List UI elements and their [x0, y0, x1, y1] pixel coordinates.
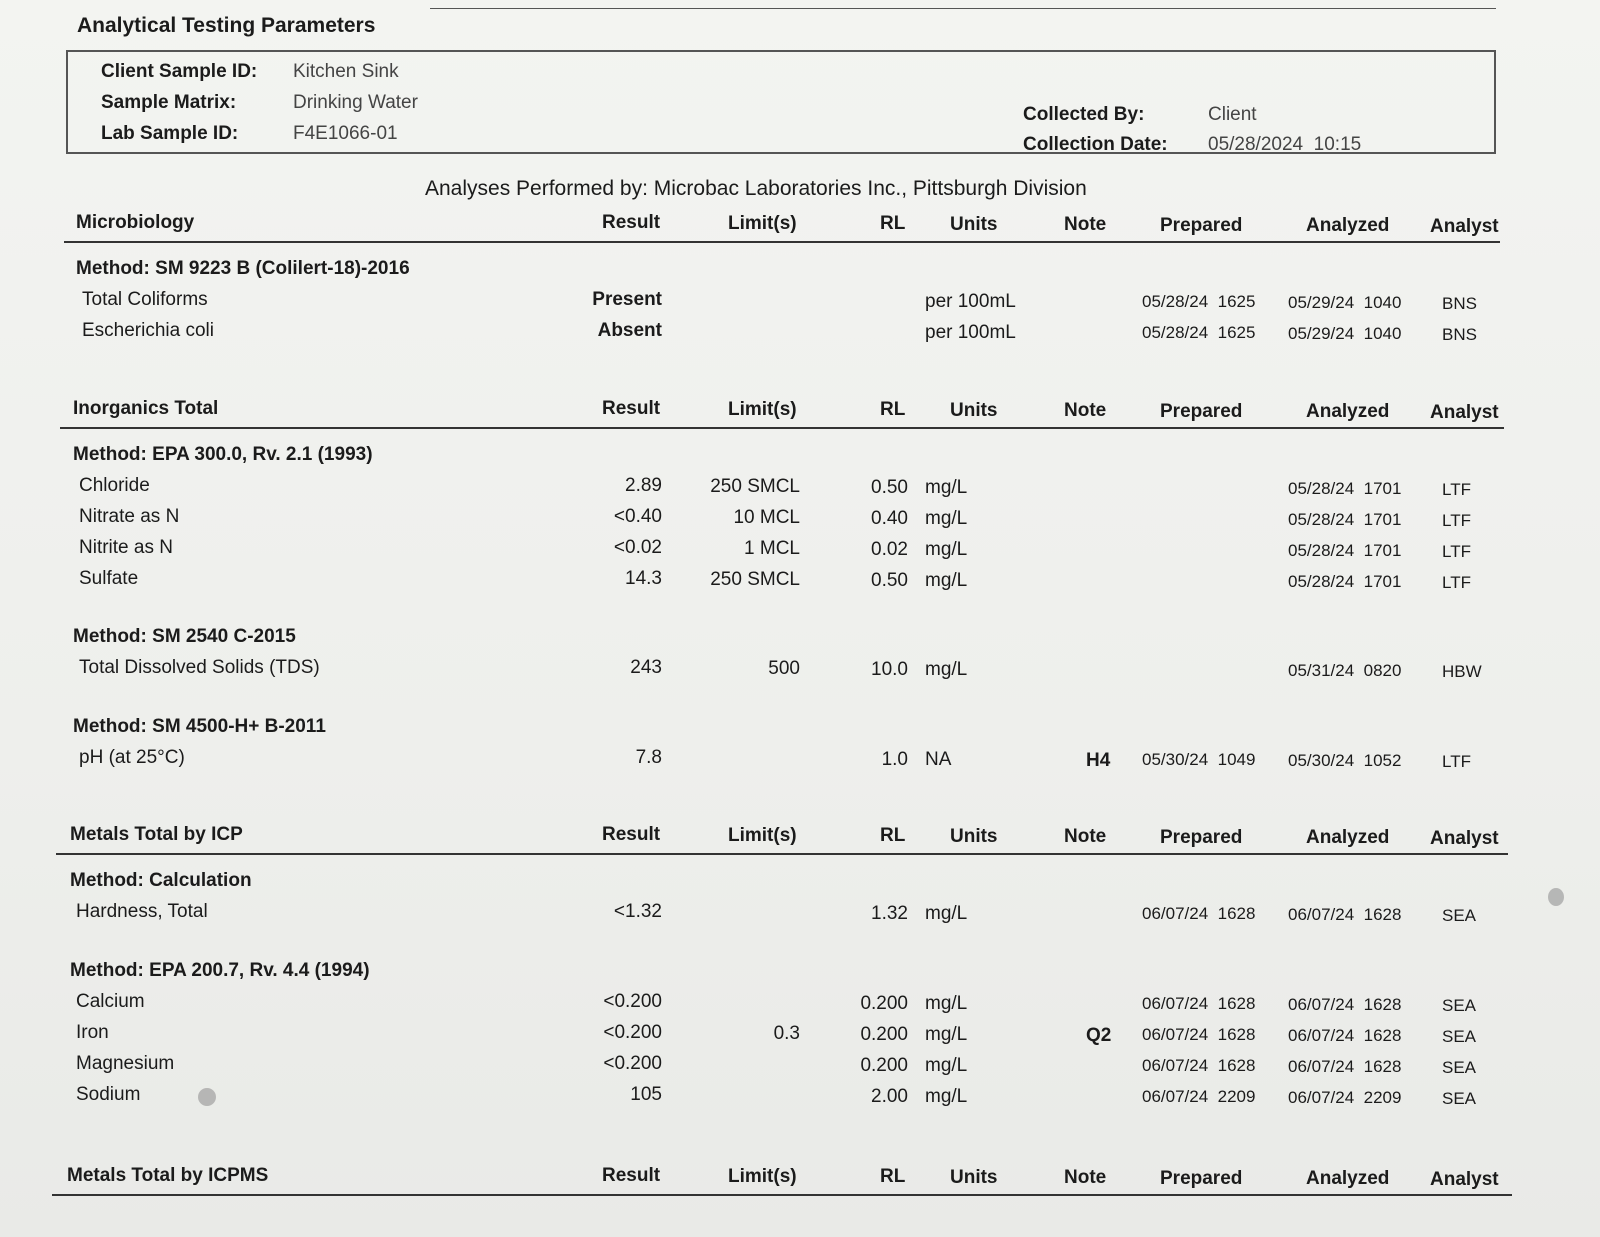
cell-note: Q2 — [1086, 1025, 1112, 1046]
cell-rl: 0.02 — [871, 539, 908, 560]
cell-analyst: SEA — [1442, 906, 1477, 925]
cell-analyte: Nitrite as N — [79, 537, 173, 558]
table-row — [0, 287, 1600, 317]
table-row — [0, 1051, 1600, 1081]
cell-analyst: SEA — [1442, 1027, 1477, 1046]
sample-matrix-label: Sample Matrix: — [101, 92, 237, 113]
cell-prepared: 06/07/24 1628 — [1142, 904, 1256, 923]
cell-limits: 1 MCL — [744, 538, 800, 559]
cell-result: <0.40 — [613, 506, 662, 527]
cell-rl: 1.32 — [871, 903, 908, 924]
column-header-analyst: Analyst — [1430, 402, 1499, 423]
cell-result: <0.02 — [613, 537, 662, 558]
table-row — [0, 745, 1600, 775]
cell-analyte: Hardness, Total — [76, 901, 208, 922]
section-rule — [52, 1194, 1512, 1196]
section-header — [0, 396, 1600, 436]
page-title: Analytical Testing Parameters — [77, 14, 376, 37]
column-header-limits: Limit(s) — [728, 213, 797, 234]
column-header-units: Units — [950, 400, 998, 421]
section-header — [0, 822, 1600, 862]
cell-note: H4 — [1086, 750, 1111, 771]
cell-limits: 250 SMCL — [710, 569, 800, 590]
cell-analyte: Total Coliforms — [82, 289, 208, 310]
column-header-analyzed: Analyzed — [1306, 215, 1390, 236]
cell-analyte: Magnesium — [76, 1053, 175, 1074]
cell-limits: 0.3 — [773, 1023, 800, 1044]
cell-result: 14.3 — [625, 568, 662, 589]
cell-analyst: LTF — [1442, 752, 1471, 771]
section-rule — [56, 853, 1508, 855]
column-header-rl: RL — [880, 825, 906, 846]
cell-analyzed: 06/07/24 1628 — [1288, 905, 1402, 924]
cell-units: mg/L — [925, 903, 968, 924]
column-header-result: Result — [602, 398, 661, 419]
column-header-units: Units — [950, 1167, 998, 1188]
method-heading: Method: Calculation — [70, 870, 252, 891]
cell-analyte: Sulfate — [79, 568, 139, 589]
cell-analyzed: 06/07/24 2209 — [1288, 1088, 1402, 1107]
section-title: Microbiology — [76, 212, 195, 233]
cell-analyzed: 06/07/24 1628 — [1288, 995, 1402, 1014]
column-header-analyzed: Analyzed — [1306, 1168, 1390, 1189]
sample-info-box — [66, 50, 1496, 154]
cell-analyte: Chloride — [79, 475, 150, 496]
table-row — [0, 899, 1600, 929]
cell-analyzed: 05/30/24 1052 — [1288, 751, 1402, 770]
client-sample-id-label: Client Sample ID: — [101, 61, 258, 82]
cell-analyzed: 06/07/24 1628 — [1288, 1026, 1402, 1045]
cell-rl: 1.0 — [881, 749, 908, 770]
section-title: Inorganics Total — [73, 398, 219, 419]
cell-units: mg/L — [925, 993, 968, 1014]
cell-rl: 0.40 — [871, 508, 908, 529]
column-header-result: Result — [602, 212, 661, 233]
table-row — [0, 318, 1600, 348]
sample-matrix-value: Drinking Water — [293, 92, 418, 113]
lab-sample-id-value: F4E1066-01 — [293, 123, 398, 144]
column-header-limits: Limit(s) — [728, 399, 797, 420]
cell-units: mg/L — [925, 1024, 968, 1045]
table-row — [0, 989, 1600, 1019]
cell-rl: 0.50 — [871, 570, 908, 591]
cell-prepared: 05/28/24 1625 — [1142, 323, 1256, 342]
cell-units: per 100mL — [925, 291, 1016, 312]
cell-rl: 0.50 — [871, 477, 908, 498]
cell-rl: 0.200 — [860, 1024, 908, 1045]
section-title: Metals Total by ICP — [70, 824, 243, 845]
cell-analyst: BNS — [1442, 325, 1477, 344]
column-header-analyzed: Analyzed — [1306, 401, 1390, 422]
cell-analyzed: 05/28/24 1701 — [1288, 510, 1402, 529]
section-rule — [60, 427, 1504, 429]
column-header-prepared: Prepared — [1160, 827, 1243, 848]
column-header-rl: RL — [880, 1166, 906, 1187]
table-row — [0, 655, 1600, 685]
column-header-units: Units — [950, 214, 998, 235]
cell-analyst: HBW — [1442, 662, 1482, 681]
cell-result: 105 — [630, 1084, 662, 1105]
method-heading: Method: SM 4500-H+ B-2011 — [73, 716, 326, 737]
cell-analyst: SEA — [1442, 996, 1477, 1015]
lab-sample-id-label: Lab Sample ID: — [101, 123, 239, 144]
cell-rl: 2.00 — [871, 1086, 908, 1107]
column-header-limits: Limit(s) — [728, 825, 797, 846]
cell-result: <1.32 — [613, 901, 662, 922]
cell-analyzed: 06/07/24 1628 — [1288, 1057, 1402, 1076]
method-heading: Method: EPA 300.0, Rv. 2.1 (1993) — [73, 444, 373, 465]
cell-analyte: Iron — [76, 1022, 109, 1043]
column-header-analyst: Analyst — [1430, 1169, 1499, 1190]
cell-analyst: SEA — [1442, 1058, 1477, 1077]
column-header-analyst: Analyst — [1430, 828, 1499, 849]
cell-analyzed: 05/31/24 0820 — [1288, 661, 1402, 680]
cell-analyte: pH (at 25°C) — [79, 747, 185, 768]
column-header-prepared: Prepared — [1160, 215, 1243, 236]
column-header-result: Result — [602, 1165, 661, 1186]
method-heading: Method: SM 9223 B (Colilert-18)-2016 — [76, 258, 410, 279]
section-rule — [64, 241, 1500, 243]
column-header-prepared: Prepared — [1160, 1168, 1243, 1189]
cell-analyst: LTF — [1442, 573, 1471, 592]
stain-mark — [1548, 888, 1564, 906]
cell-analyst: SEA — [1442, 1089, 1477, 1108]
cell-units: mg/L — [925, 1055, 968, 1076]
cell-analyst: LTF — [1442, 542, 1471, 561]
cell-prepared: 05/30/24 1049 — [1142, 750, 1256, 769]
cell-analyzed: 05/28/24 1701 — [1288, 479, 1402, 498]
cell-rl: 10.0 — [871, 659, 908, 680]
cell-limits: 250 SMCL — [710, 476, 800, 497]
cell-prepared: 05/28/24 1625 — [1142, 292, 1256, 311]
cell-analyte: Calcium — [76, 991, 145, 1012]
column-header-limits: Limit(s) — [728, 1166, 797, 1187]
column-header-note: Note — [1064, 214, 1107, 235]
column-header-note: Note — [1064, 1167, 1107, 1188]
section-header — [0, 210, 1600, 250]
cell-limits: 500 — [768, 658, 800, 679]
method-heading: Method: SM 2540 C-2015 — [73, 626, 296, 647]
collected-by-label: Collected By: — [1023, 104, 1145, 125]
table-row — [0, 566, 1600, 596]
cell-result: Present — [592, 289, 662, 310]
cell-prepared: 06/07/24 2209 — [1142, 1087, 1256, 1106]
method-heading: Method: EPA 200.7, Rv. 4.4 (1994) — [70, 960, 370, 981]
performed-by-line: Analyses Performed by: Microbac Laboratories Inc., Pittsburgh Division — [425, 177, 1087, 200]
cell-analyst: LTF — [1442, 511, 1471, 530]
section-header — [0, 1163, 1600, 1203]
cell-result: <0.200 — [603, 1053, 662, 1074]
cell-units: mg/L — [925, 570, 968, 591]
cell-result: Absent — [597, 320, 662, 341]
collection-date-label: Collection Date: — [1023, 134, 1168, 155]
table-row — [0, 504, 1600, 534]
column-header-prepared: Prepared — [1160, 401, 1243, 422]
cell-units: mg/L — [925, 539, 968, 560]
cell-units: mg/L — [925, 508, 968, 529]
column-header-result: Result — [602, 824, 661, 845]
cell-analyte: Sodium — [76, 1084, 141, 1105]
cell-prepared: 06/07/24 1628 — [1142, 994, 1256, 1013]
column-header-note: Note — [1064, 400, 1107, 421]
cell-units: per 100mL — [925, 322, 1016, 343]
column-header-rl: RL — [880, 213, 906, 234]
column-header-note: Note — [1064, 826, 1107, 847]
cell-analyte: Escherichia coli — [82, 320, 214, 341]
cell-rl: 0.200 — [860, 993, 908, 1014]
cell-analyzed: 05/29/24 1040 — [1288, 293, 1402, 312]
table-row — [0, 1082, 1600, 1112]
cell-units: NA — [925, 749, 952, 770]
cell-analyst: BNS — [1442, 294, 1477, 313]
client-sample-id-value: Kitchen Sink — [293, 61, 399, 82]
cell-analyzed: 05/29/24 1040 — [1288, 324, 1402, 343]
cell-result: <0.200 — [603, 991, 662, 1012]
cell-units: mg/L — [925, 659, 968, 680]
cell-prepared: 06/07/24 1628 — [1142, 1056, 1256, 1075]
cell-analyzed: 05/28/24 1701 — [1288, 541, 1402, 560]
table-row — [0, 473, 1600, 503]
column-header-analyst: Analyst — [1430, 216, 1499, 237]
table-row — [0, 1020, 1600, 1050]
stain-mark — [198, 1088, 216, 1106]
collected-by-value: Client — [1208, 104, 1257, 125]
cell-result: <0.200 — [603, 1022, 662, 1043]
cell-result: 243 — [630, 657, 662, 678]
cell-result: 7.8 — [635, 747, 662, 768]
cell-units: mg/L — [925, 477, 968, 498]
cell-units: mg/L — [925, 1086, 968, 1107]
cell-analyte: Nitrate as N — [79, 506, 180, 527]
cell-analyzed: 05/28/24 1701 — [1288, 572, 1402, 591]
top-rule — [430, 8, 1496, 9]
cell-result: 2.89 — [625, 475, 662, 496]
column-header-rl: RL — [880, 399, 906, 420]
cell-analyte: Total Dissolved Solids (TDS) — [79, 657, 320, 678]
column-header-units: Units — [950, 826, 998, 847]
cell-limits: 10 MCL — [733, 507, 800, 528]
column-header-analyzed: Analyzed — [1306, 827, 1390, 848]
cell-analyst: LTF — [1442, 480, 1471, 499]
section-title: Metals Total by ICPMS — [67, 1165, 269, 1186]
collection-date-value: 05/28/2024 10:15 — [1208, 134, 1362, 155]
table-row — [0, 535, 1600, 565]
cell-rl: 0.200 — [860, 1055, 908, 1076]
cell-prepared: 06/07/24 1628 — [1142, 1025, 1256, 1044]
